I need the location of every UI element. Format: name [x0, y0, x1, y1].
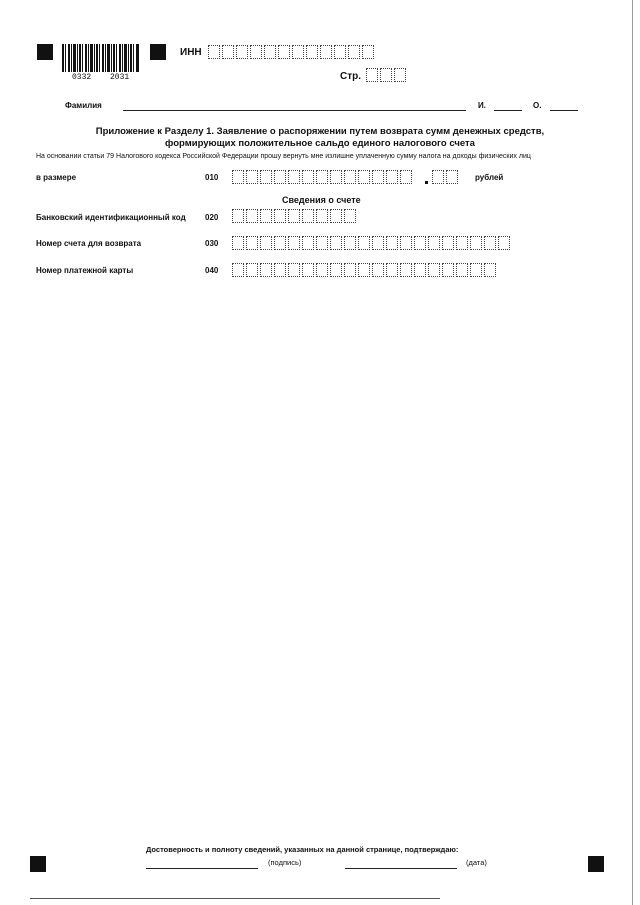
alignment-marker-top-left [37, 44, 53, 60]
barcode [62, 44, 140, 72]
amount-unit: рублей [475, 173, 504, 182]
account-number-label: Номер счета для возврата [36, 239, 142, 248]
page-title-line-2: формирующих положительное сальдо единого налогового счета [165, 138, 475, 149]
intro-text: На основании статьи 79 Налогового кодекса Российской Федерации прошу вернуть мне излишне уплаченную сумму налога на доходы физических лиц [36, 153, 531, 160]
account-section-heading: Сведения о счете [282, 195, 361, 205]
signature-field[interactable] [146, 868, 258, 869]
card-number-field[interactable] [232, 263, 498, 277]
date-caption: (дата) [466, 858, 487, 867]
initial-i-field[interactable] [494, 110, 522, 111]
card-number-label: Номер платежной карты [36, 266, 134, 275]
amount-label: в размере [36, 173, 77, 182]
bik-code: 020 [205, 213, 219, 222]
page-label: Стр. [340, 71, 362, 82]
scan-bottom-line [30, 898, 440, 899]
initial-o-field[interactable] [550, 110, 578, 111]
page-title-line-1: Приложение к Разделу 1. Заявление о распоряжении путем возврата сумм денежных средств, [95, 126, 545, 137]
amount-rubles-field[interactable] [232, 170, 414, 184]
bik-label: Банковский идентификационный код [36, 213, 186, 222]
amount-kopecks-field[interactable] [432, 170, 460, 184]
initial-i-label: И. [478, 101, 486, 110]
inn-label: ИНН [180, 47, 202, 58]
card-number-code: 040 [205, 266, 219, 275]
surname-label: Фамилия [65, 101, 102, 110]
alignment-marker-top-mid [150, 44, 166, 60]
amount-code: 010 [205, 173, 219, 182]
decimal-point [425, 181, 428, 184]
alignment-marker-bottom-right [588, 856, 604, 872]
signature-caption: (подпись) [268, 858, 302, 867]
alignment-marker-bottom-left [30, 856, 46, 872]
barcode-number-left: 0332 [72, 73, 92, 82]
surname-field[interactable] [123, 110, 466, 111]
date-field[interactable] [345, 868, 457, 869]
inn-field[interactable] [208, 45, 376, 59]
initial-o-label: О. [533, 101, 542, 110]
barcode-number-right: 2031 [110, 73, 130, 82]
bik-field[interactable] [232, 209, 358, 223]
footer-confirm: Достоверность и полноту сведений, указанных на данной странице, подтверждаю: [146, 845, 459, 854]
account-number-code: 030 [205, 239, 219, 248]
account-number-field[interactable] [232, 236, 512, 250]
page-number-field[interactable] [366, 68, 408, 82]
